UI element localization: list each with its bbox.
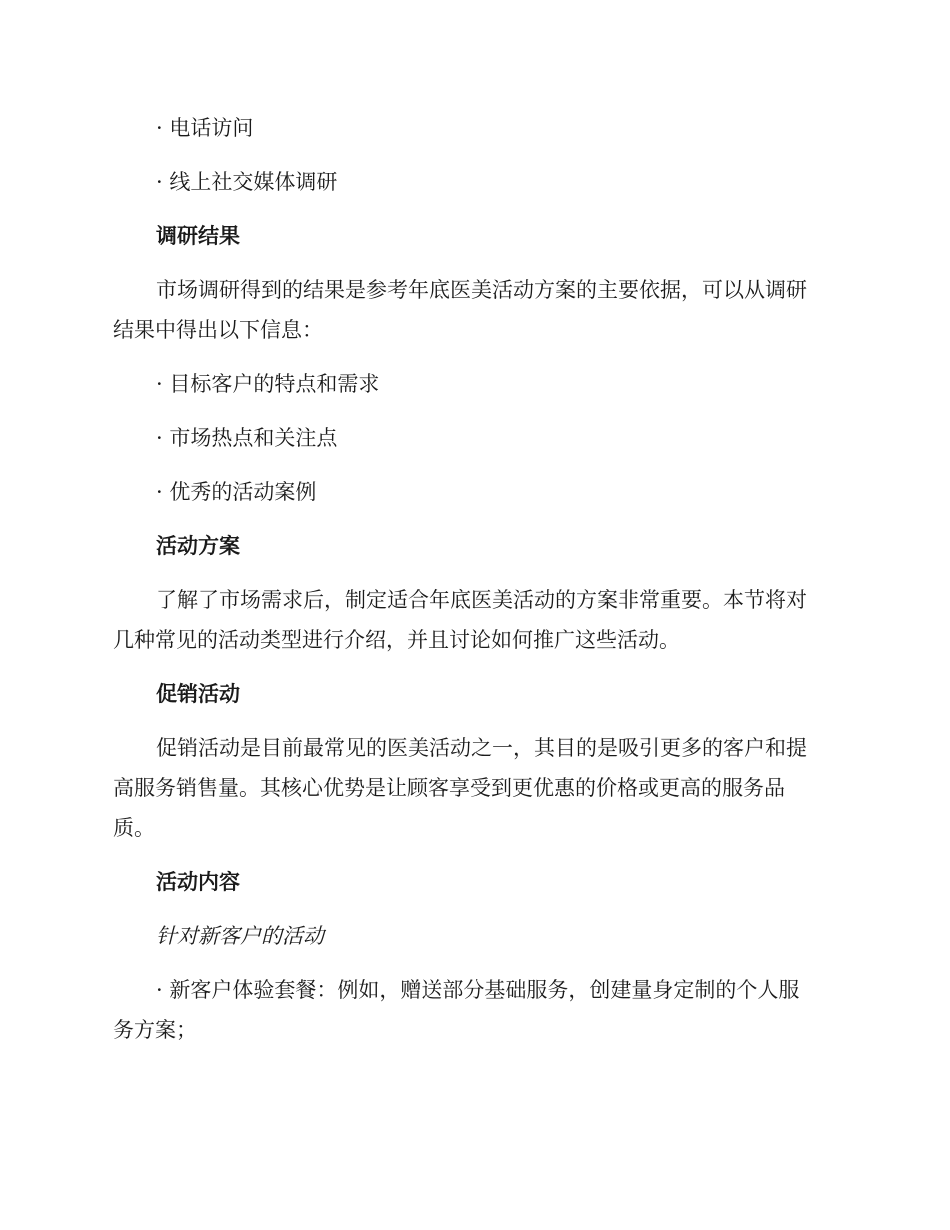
paragraph-line: 务方案； (113, 1018, 197, 1042)
paragraph-line: 结果中得出以下信息： (113, 318, 323, 342)
section-heading: 调研结果 (156, 224, 240, 248)
section-heading: 活动内容 (156, 870, 240, 894)
section-heading: 活动方案 (156, 534, 240, 558)
list-item: · 线上社交媒体调研 (156, 170, 338, 194)
list-item: · 优秀的活动案例 (156, 480, 317, 504)
section-heading: 促销活动 (156, 682, 240, 706)
document-page (113, 108, 835, 1064)
paragraph-line: 高服务销售量。其核心优势是让顾客享受到更优惠的价格或更高的服务品 (113, 776, 785, 800)
paragraph-line: 了解了市场需求后，制定适合年底医美活动的方案非常重要。本节将对 (156, 588, 807, 612)
paragraph-line: 市场调研得到的结果是参考年底医美活动方案的主要依据，可以从调研 (156, 278, 807, 302)
paragraph (113, 270, 835, 350)
paragraph-line: 质。 (113, 816, 155, 840)
paragraph (113, 728, 835, 848)
paragraph (113, 580, 835, 660)
paragraph-line: 促销活动是目前最常见的医美活动之一，其目的是吸引更多的客户和提 (156, 736, 807, 760)
list-item (113, 970, 835, 1050)
paragraph-line: 几种常见的活动类型进行介绍，并且讨论如何推广这些活动。 (113, 628, 680, 652)
paragraph-line: · 新客户体验套餐：例如，赠送部分基础服务，创建量身定制的个人服 (156, 978, 800, 1002)
sub-heading: 针对新客户的活动 (156, 924, 324, 948)
list-item: · 市场热点和关注点 (156, 426, 338, 450)
list-item: · 目标客户的特点和需求 (156, 372, 380, 396)
list-item: · 电话访问 (156, 116, 254, 140)
